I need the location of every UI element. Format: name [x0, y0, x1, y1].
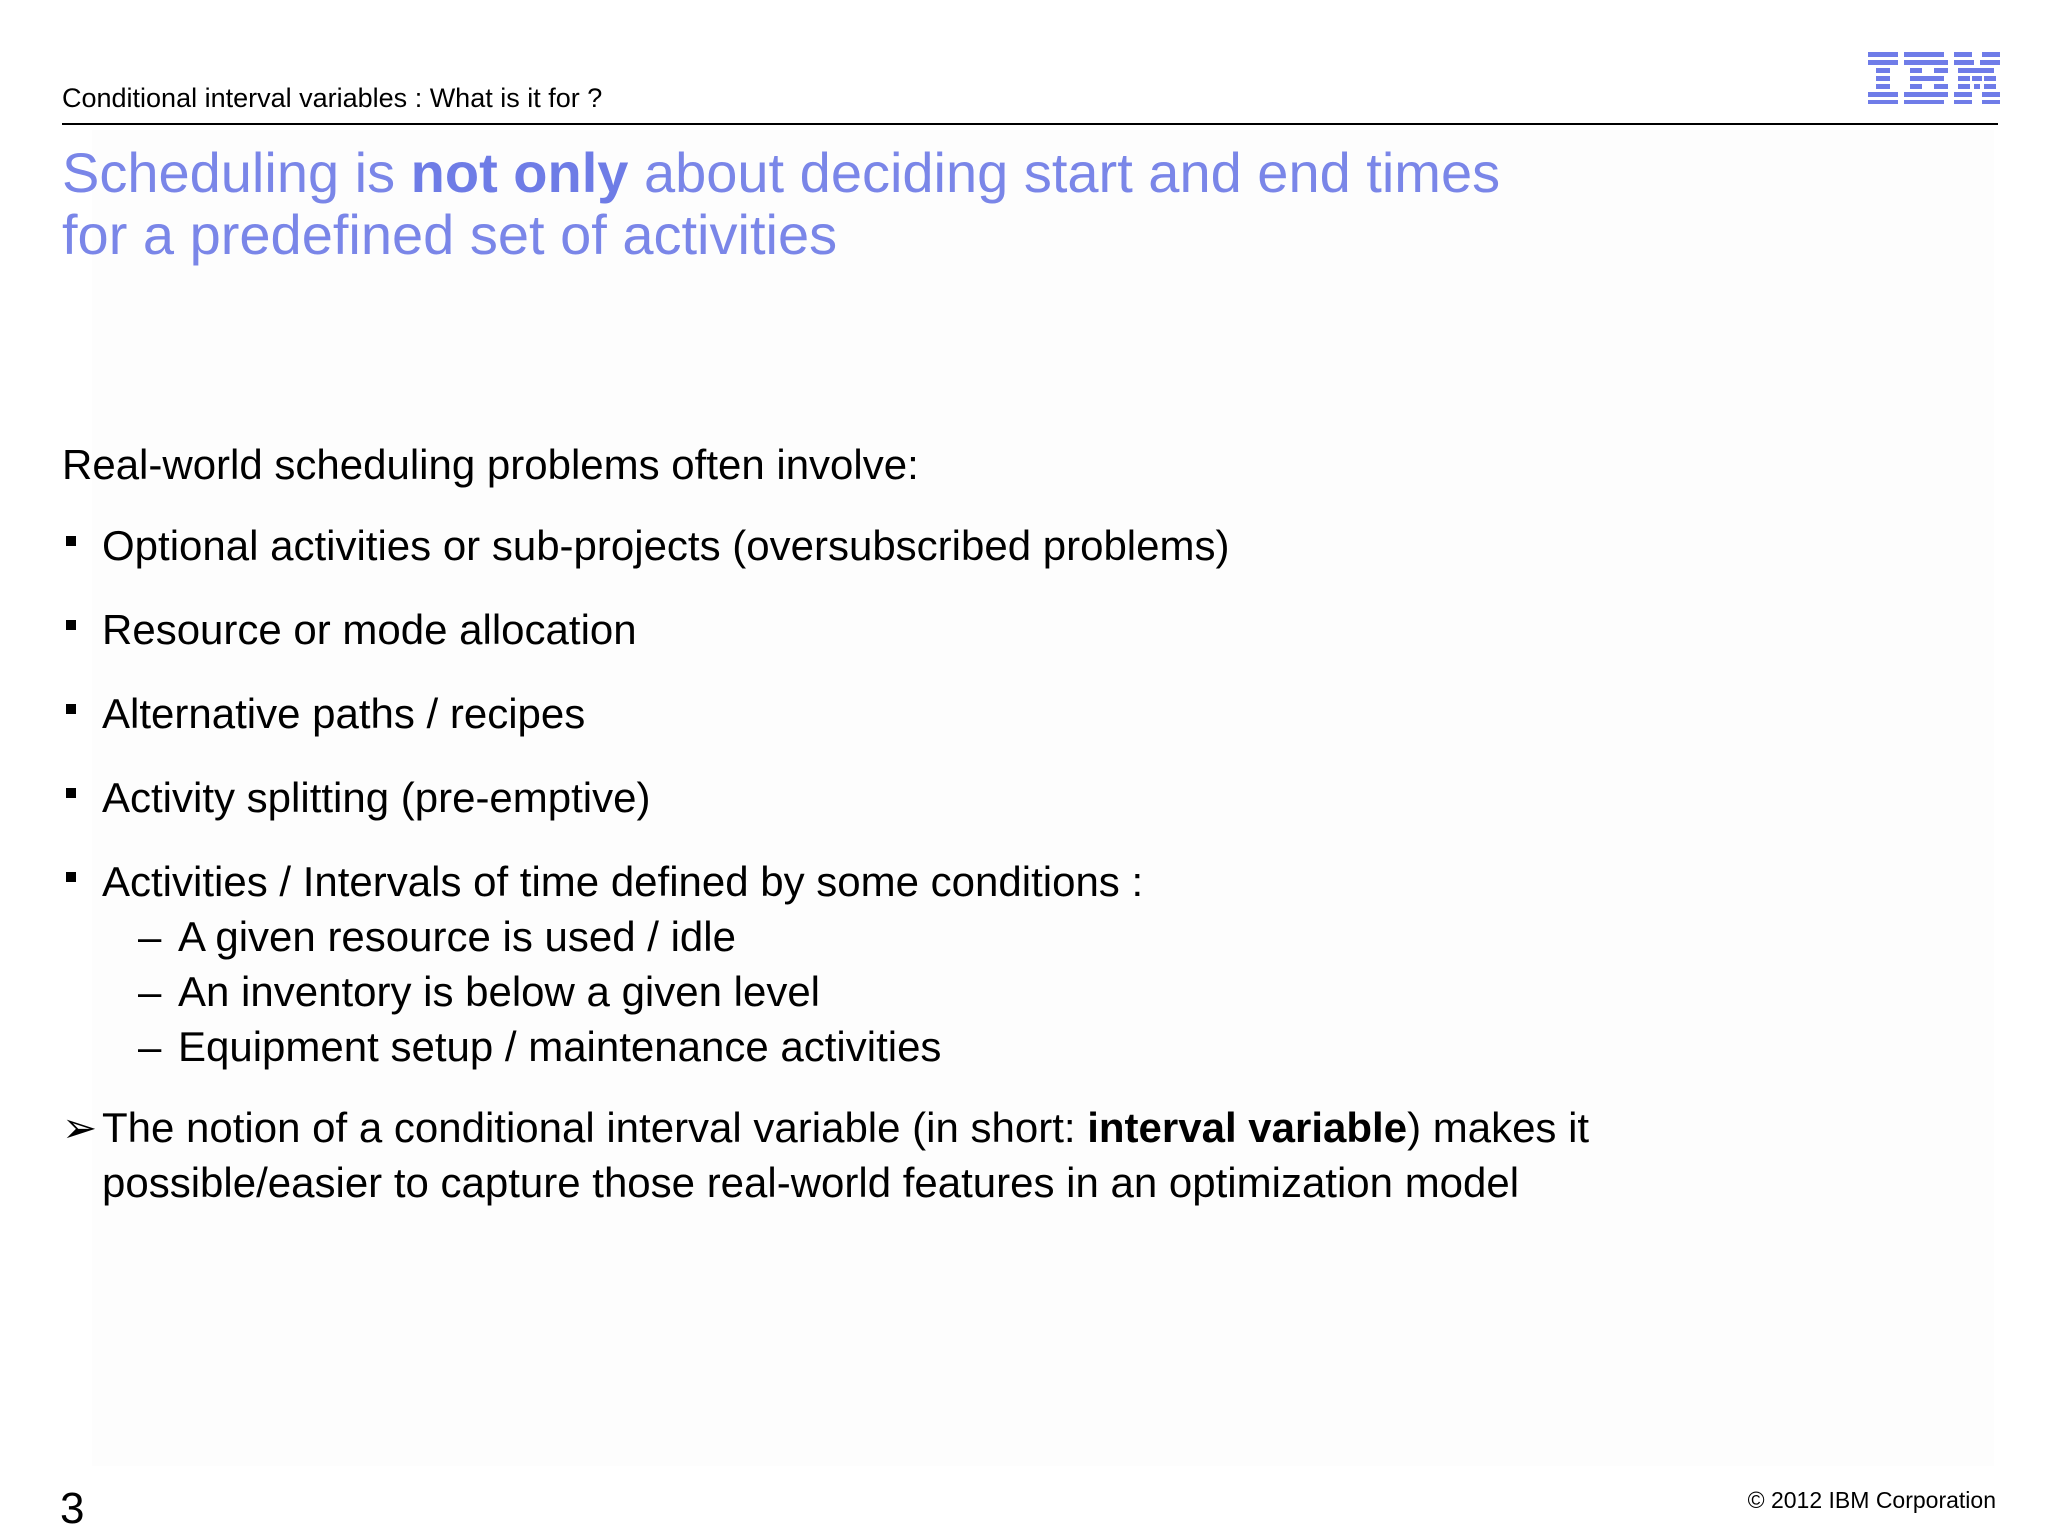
conclusion-text [62, 1100, 1902, 1210]
sub-bullet-text: Equipment setup / maintenance activities [178, 1023, 942, 1070]
conclusion-text-start: The notion of a conditional interval variable (in short: [102, 1104, 1088, 1151]
bullet-item [62, 854, 1862, 1074]
title-line-2: for a predefined set of activities [62, 203, 838, 266]
slide-title [62, 142, 1762, 266]
square-bullet-icon [66, 620, 76, 630]
square-bullet-icon [66, 704, 76, 714]
bullet-text: Alternative paths / recipes [102, 690, 586, 737]
conclusion-text-end: ) makes it [1407, 1104, 1590, 1151]
title-line-1 [62, 142, 1762, 204]
dash-bullet-icon: – [138, 968, 162, 1015]
page-number: 3 [60, 1484, 85, 1533]
conclusion [62, 1100, 1902, 1210]
sub-bullet-text: An inventory is below a given level [178, 968, 821, 1015]
sub-bullet-text: A given resource is used / idle [178, 913, 736, 960]
bullet-item [62, 518, 1862, 573]
sub-bullet-item [102, 1019, 1862, 1074]
header-divider [62, 123, 1998, 125]
bullet-item [62, 686, 1862, 741]
square-bullet-icon [66, 536, 76, 546]
square-bullet-icon [66, 788, 76, 798]
bullet-text: Optional activities or sub-projects (oversubscribed problems) [102, 522, 1230, 569]
sub-bullet-item [102, 909, 1862, 964]
square-bullet-icon [66, 872, 76, 882]
title-emphasis: not only [410, 141, 629, 204]
title-text-start: Scheduling is [62, 141, 411, 204]
bullet-item [62, 602, 1862, 657]
arrow-bullet-icon: ➢ [62, 1104, 98, 1151]
copyright-notice: © 2012 IBM Corporation [1747, 1487, 1996, 1513]
bullet-text: Resource or mode allocation [102, 606, 637, 653]
conclusion-line-1 [102, 1100, 1902, 1155]
conclusion-emphasis: interval variable [1087, 1104, 1408, 1151]
bullet-list [62, 518, 1862, 1103]
dash-bullet-icon: – [138, 913, 162, 960]
sub-bullet-list [102, 909, 1862, 1074]
dash-bullet-icon: – [138, 1023, 162, 1070]
bullet-text: Activities / Intervals of time defined by some conditions : [102, 858, 1144, 905]
sub-bullet-item [102, 964, 1862, 1019]
bullet-text: Activity splitting (pre-emptive) [102, 774, 651, 821]
ibm-logo [1868, 52, 2000, 104]
conclusion-line-2: possible/easier to capture those real-world features in an optimization model [102, 1159, 1520, 1206]
section-label: Conditional interval variables : What is it for ? [62, 83, 603, 113]
title-text-end: about deciding start and end times [628, 141, 1501, 204]
bullet-item [62, 770, 1862, 825]
intro-text: Real-world scheduling problems often involve: [62, 441, 919, 488]
